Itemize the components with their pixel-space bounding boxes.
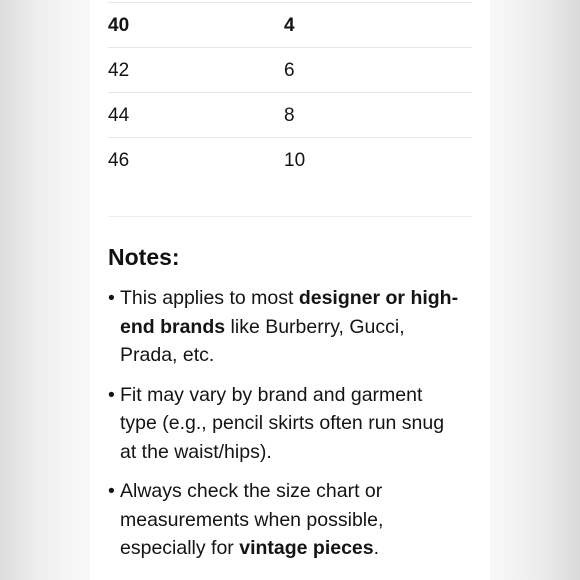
size-table	[108, 2, 472, 182]
document-page	[90, 0, 490, 580]
table-cell-converted-size: 6	[284, 60, 295, 81]
note-text: Always check the size chart or measurements when possible, especially for	[120, 480, 384, 559]
table-cell-converted-size: 4	[284, 15, 295, 36]
table-row	[108, 2, 472, 47]
note-text: This applies to most	[120, 287, 299, 309]
note-item	[108, 381, 464, 467]
note-emphasis: vintage pieces	[239, 537, 374, 559]
note-item	[108, 284, 464, 370]
note-emphasis: designer or high-end brands	[120, 287, 459, 338]
table-cell-converted-size: 10	[284, 150, 306, 171]
table-bottom-divider	[108, 216, 472, 217]
note-text: Fit may vary by brand and garment type (e.g., pencil skirts often run snug at the waist/hips).	[120, 383, 445, 463]
bullet-marker: •	[108, 383, 115, 406]
notes-list	[108, 284, 464, 574]
note-item	[108, 477, 464, 563]
notes-heading: Notes:	[108, 244, 180, 270]
note-text: like Burberry, Gucci, Prada, etc.	[120, 315, 405, 366]
table-row	[108, 47, 472, 92]
table-cell-size: 46	[108, 150, 130, 171]
table-row	[108, 137, 472, 182]
table-cell-size: 42	[108, 60, 130, 81]
table-cell-size: 44	[108, 105, 130, 126]
table-row	[108, 92, 472, 137]
note-text: .	[373, 537, 380, 559]
bullet-marker: •	[108, 480, 115, 502]
bullet-marker: •	[108, 287, 115, 309]
table-cell-converted-size: 8	[284, 105, 295, 126]
table-cell-size: 40	[108, 15, 130, 36]
